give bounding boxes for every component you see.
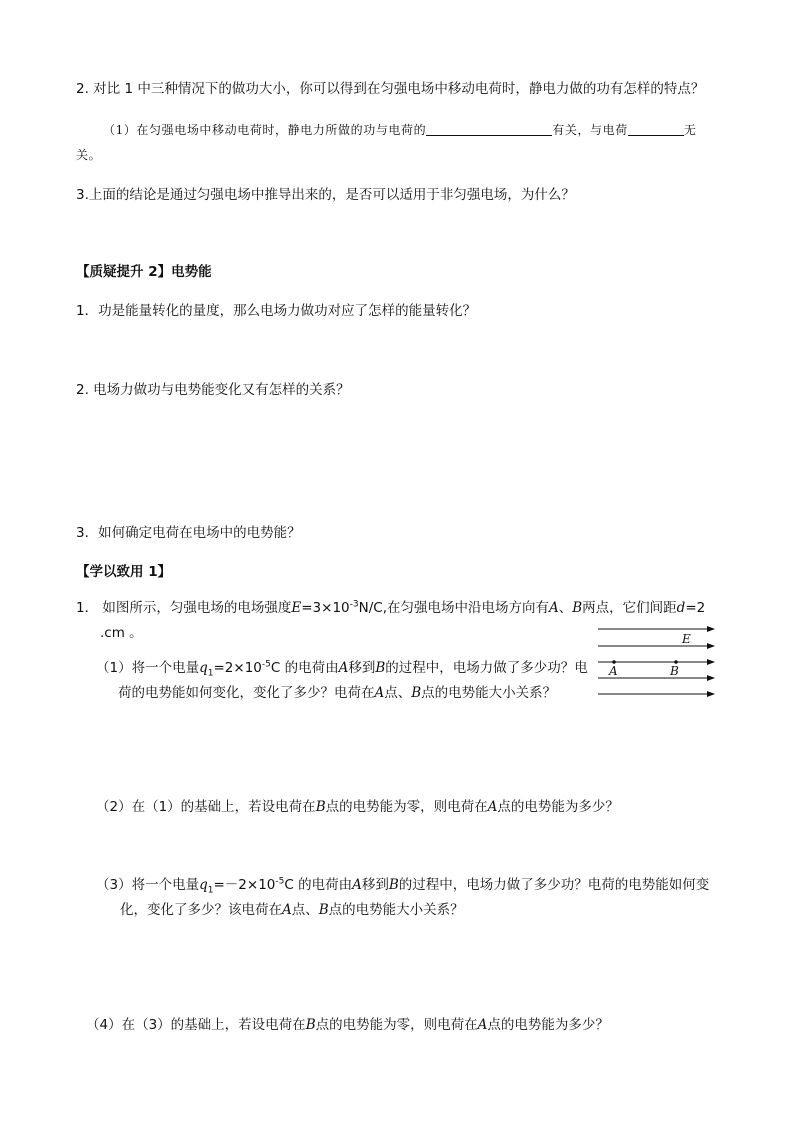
s1-text-c: C 的电荷由 xyxy=(270,660,339,676)
label-A: A xyxy=(609,664,618,678)
sub-question-2 xyxy=(96,798,619,816)
s3-text-c: C 的电荷由 xyxy=(284,877,353,893)
s3-l2-symbol-B: B xyxy=(318,902,329,918)
label-B: B xyxy=(670,664,679,678)
s1-text-d: 移到 xyxy=(348,660,376,676)
s4-symbol-A: A xyxy=(477,1017,488,1033)
s1-symbol-B: B xyxy=(375,660,386,676)
p1-text-c: N/C,在匀强电场中沿电场方向有 xyxy=(358,600,549,616)
s1-l2-symbol-B: B xyxy=(411,685,422,701)
s4-symbol-B: B xyxy=(305,1017,316,1033)
s1-text-e: 的过程中，电场力做了多少功？电 xyxy=(385,660,588,676)
s1-l2-text-c: 点的电势能大小关系？ xyxy=(421,685,557,701)
p1-symbol-d: d xyxy=(676,600,686,616)
label-E: E xyxy=(682,632,691,646)
section-heading-2: 【质疑提升 2】电势能 xyxy=(76,264,212,280)
s1-l2-text-b: 点、 xyxy=(384,685,412,701)
s3-subscript: 1 xyxy=(207,885,214,896)
s3-symbol-q: q xyxy=(199,877,208,893)
q2-1-prefix: （1）在匀强电场中移动电荷时，静电力所做的功与电荷的 xyxy=(103,123,427,137)
question-2-3-energy: 3．如何确定电荷在电场中的电势能？ xyxy=(76,525,301,541)
question-2-1 xyxy=(103,121,696,139)
p1-exponent: -3 xyxy=(349,599,359,610)
q2-1-mid: 有关，与电荷 xyxy=(552,123,628,137)
s1-text-a: （1）将一个电量 xyxy=(96,660,200,676)
s2-text-c: 点的电势能为多少？ xyxy=(497,799,619,815)
s3-text-b: =－2×10 xyxy=(213,877,276,893)
p1-text-a: 1． 如图所示，匀强电场的电场强度 xyxy=(76,600,292,616)
sub-question-4 xyxy=(86,1016,609,1034)
sub-question-1-line-1 xyxy=(96,659,588,677)
s3-l2-text-b: 点、 xyxy=(291,902,319,918)
answer-blank-1[interactable] xyxy=(426,121,552,136)
s1-symbol-A: A xyxy=(338,660,349,676)
question-2-2-energy: 2. 电场力做功与电势能变化又有怎样的关系？ xyxy=(76,382,350,398)
sub-question-3-line-2 xyxy=(120,901,464,919)
p1-separator: 、 xyxy=(558,600,573,616)
s1-l2-text-a: 荷的电势能如何变化，变化了多少？电荷在 xyxy=(118,685,375,701)
problem-1-line-2: .cm 。 xyxy=(100,625,143,641)
p1-text-d: 两点，它们间距 xyxy=(582,600,677,616)
s4-text-a: （4）在（3）的基础上，若设电荷在 xyxy=(86,1017,306,1033)
s2-text-a: （2）在（1）的基础上，若设电荷在 xyxy=(96,799,316,815)
question-2-1-end: 关。 xyxy=(76,148,102,162)
s3-text-a: （3）将一个电量 xyxy=(96,877,200,893)
question-3: 3.上面的结论是通过匀强电场中推导出来的，是否可以适用于非匀强电场，为什么？ xyxy=(76,187,575,203)
s1-exponent: -5 xyxy=(261,659,271,670)
s2-symbol-B: B xyxy=(315,799,326,815)
question-2-1-energy: 1．功是能量转化的量度，那么电场力做功对应了怎样的能量转化？ xyxy=(76,303,477,319)
s3-l2-text-c: 点的电势能大小关系？ xyxy=(328,902,464,918)
s3-l2-symbol-A: A xyxy=(282,902,292,918)
s1-text-b: =2×10 xyxy=(213,660,262,676)
s1-l2-symbol-A: A xyxy=(374,685,385,701)
s2-symbol-A: A xyxy=(487,799,498,815)
p1-symbol-E: E xyxy=(291,600,302,616)
p1-distance-value: =2 xyxy=(685,600,706,616)
question-2: 2. 对比 1 中三种情况下的做功大小，你可以得到在匀强电场中移动电荷时，静电力做的功有怎样的特点？ xyxy=(76,81,705,97)
s3-symbol-B: B xyxy=(388,877,399,893)
s3-l2-text-a: 化，变化了多少？该电荷在 xyxy=(120,902,282,918)
s1-symbol-q: q xyxy=(199,660,208,676)
section-heading-3: 【学以致用 1】 xyxy=(76,564,172,580)
problem-1-line-1 xyxy=(76,599,705,617)
answer-blank-2[interactable] xyxy=(628,121,684,136)
p1-text-b: =3×10 xyxy=(301,600,350,616)
sub-question-3-line-1 xyxy=(96,876,709,894)
p1-symbol-B: B xyxy=(572,600,583,616)
s3-text-d: 移到 xyxy=(361,877,389,893)
s2-text-b: 点的电势能为零，则电荷在 xyxy=(325,799,488,815)
s3-exponent: -5 xyxy=(275,876,285,887)
s3-text-e: 的过程中，电场力做了多少功？电荷的电势能如何变 xyxy=(398,877,710,893)
electric-field-diagram xyxy=(590,622,720,702)
s1-subscript: 1 xyxy=(207,668,214,679)
p1-symbol-A: A xyxy=(549,600,559,616)
q2-1-suffix: 无 xyxy=(683,123,697,137)
s4-text-b: 点的电势能为零，则电荷在 xyxy=(315,1017,478,1033)
sub-question-1-line-2 xyxy=(118,684,556,702)
s4-text-c: 点的电势能为多少？ xyxy=(487,1017,609,1033)
s3-symbol-A: A xyxy=(352,877,362,893)
